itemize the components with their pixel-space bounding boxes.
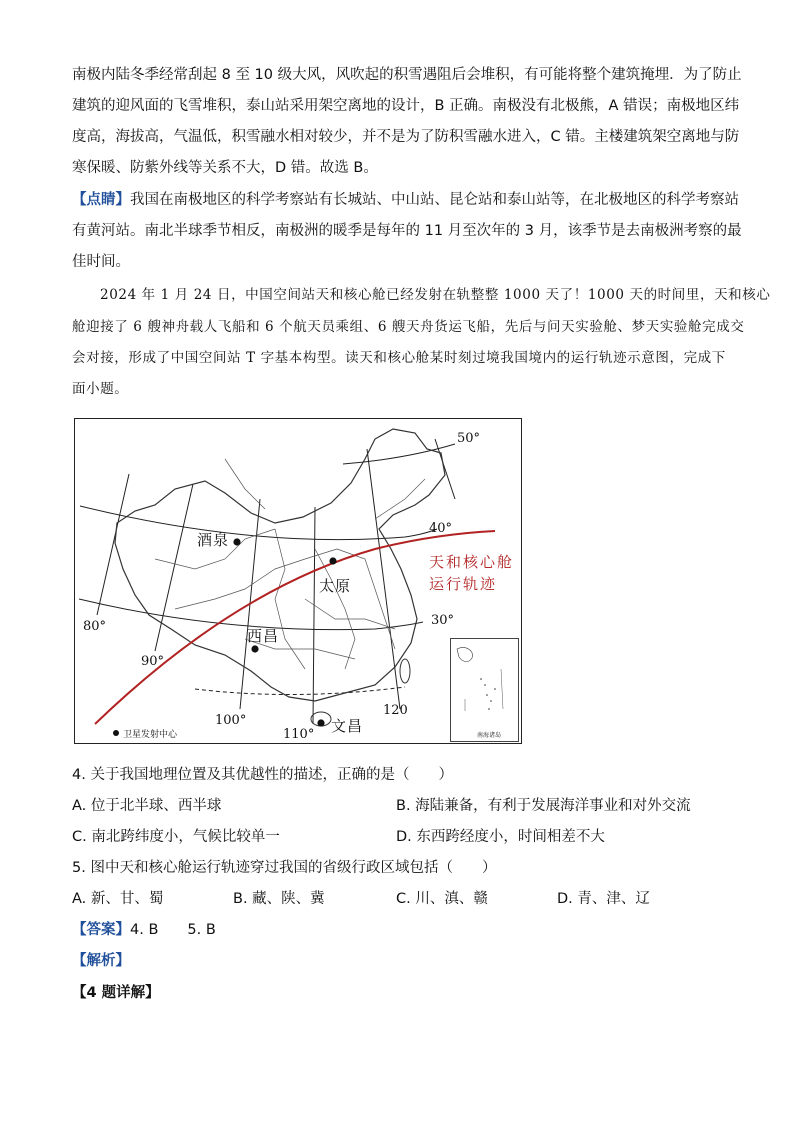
jiuquan-dot xyxy=(233,538,240,545)
text-line: 有黄河站。南北半球季节相反，南极洲的暖季是每年的 11 月至次年的 3 月，该季节是去南极洲考察的最 xyxy=(72,223,742,239)
q4-stem: 4. 关于我国地理位置及其优越性的描述，正确的是（ ） xyxy=(72,767,453,783)
taiyuan-label: 太原 xyxy=(319,577,352,595)
q4-option-d: D. 东西跨经度小，时间相差不大 xyxy=(396,829,605,845)
text-line: 南极内陆冬季经常刮起 8 至 10 级大风，风吹起的积雪遇阻后会堆积，有可能将整个建筑掩埋．为了防止 xyxy=(72,67,742,83)
q5-option-b: B. 藏、陕、冀 xyxy=(233,891,325,907)
text-line: 度高，海拔高，气温低，积雪融水相对较少，并不是为了防积雪融水进入，C 错。主楼建筑架空离地与防 xyxy=(72,129,740,145)
q5-option-c: C. 川、滇、赣 xyxy=(396,891,488,907)
answer-line xyxy=(72,920,216,940)
jiuquan-label: 酒泉 xyxy=(197,531,230,549)
detail-tag: 【4 题详解】 xyxy=(72,985,160,1001)
lat30-label: 30° xyxy=(431,613,455,628)
orbit-label-line2: 运行轨迹 xyxy=(429,575,498,593)
lon120-label: 120 xyxy=(383,703,408,718)
lon90-label: 90° xyxy=(141,654,165,669)
wenchang-label: 文昌 xyxy=(331,717,364,735)
comment-text: 我国在南极地区的科学考察站有长城站、中山站、昆仑站和泰山站等，在北极地区的科学考察站 xyxy=(130,192,739,208)
south-china-sea-inset xyxy=(450,638,519,742)
q4-option-a: A. 位于北半球、西半球 xyxy=(72,798,222,814)
material-line: 2024 年 1 月 24 日，中国空间站天和核心舱已经发射在轨整整 1000 天了！1000 天的时间里，天和核心 xyxy=(100,287,771,303)
lon80-label: 80° xyxy=(83,619,107,634)
comment-line xyxy=(72,190,739,210)
lon100-label: 100° xyxy=(215,713,247,728)
text-line: 寒保暖、防紫外线等关系不大，D 错。故选 B。 xyxy=(72,160,378,176)
q4-option-b: B. 海陆兼备，有利于发展海洋事业和对外交流 xyxy=(396,798,691,814)
xichang-label: 西昌 xyxy=(247,627,280,645)
answer-tag: 【答案】 xyxy=(72,922,130,938)
text-line: 佳时间。 xyxy=(72,254,130,270)
material-line: 面小题。 xyxy=(72,381,129,397)
q4-option-c: C. 南北跨纬度小，气候比较单一 xyxy=(72,829,280,845)
inset-label: 南海诸岛 xyxy=(477,732,502,739)
material-line: 舱迎接了 6 艘神舟载人飞船和 6 个航天员乘组、6 艘天舟货运飞船，先后与问天实验舱、梦天实验舱完成交 xyxy=(72,319,745,335)
wenchang-dot xyxy=(317,719,324,726)
lat40-label: 40° xyxy=(429,521,453,536)
taiyuan-dot xyxy=(329,557,336,564)
comment-tag: 【点睛】 xyxy=(72,192,130,208)
orbit-label xyxy=(429,551,514,595)
analysis-tag: 【解析】 xyxy=(72,953,130,969)
q5-option-d: D. 青、津、辽 xyxy=(557,891,650,907)
china-map-figure xyxy=(74,418,522,744)
orbit-label-line1: 天和核心舱 xyxy=(429,553,515,571)
answer-text: 4. B 5. B xyxy=(130,922,216,938)
lon110-label: 110° xyxy=(283,727,315,742)
text-line: 建筑的迎风面的飞雪堆积，泰山站采用架空离地的设计，B 正确。南极没有北极熊，A 错误；南极地区纬 xyxy=(72,98,740,114)
lat50-label: 50° xyxy=(457,431,481,446)
material-line: 会对接，形成了中国空间站 T 字基本构型。读天和核心舱某时刻过境我国境内的运行轨迹示意图，完成下 xyxy=(72,350,726,366)
q5-option-a: A. 新、甘、蜀 xyxy=(72,891,164,907)
q5-stem: 5. 图中天和核心舱运行轨迹穿过我国的省级行政区域包括（ ） xyxy=(72,860,497,876)
legend-label: 卫星发射中心 xyxy=(123,730,178,740)
xichang-dot xyxy=(251,645,258,652)
